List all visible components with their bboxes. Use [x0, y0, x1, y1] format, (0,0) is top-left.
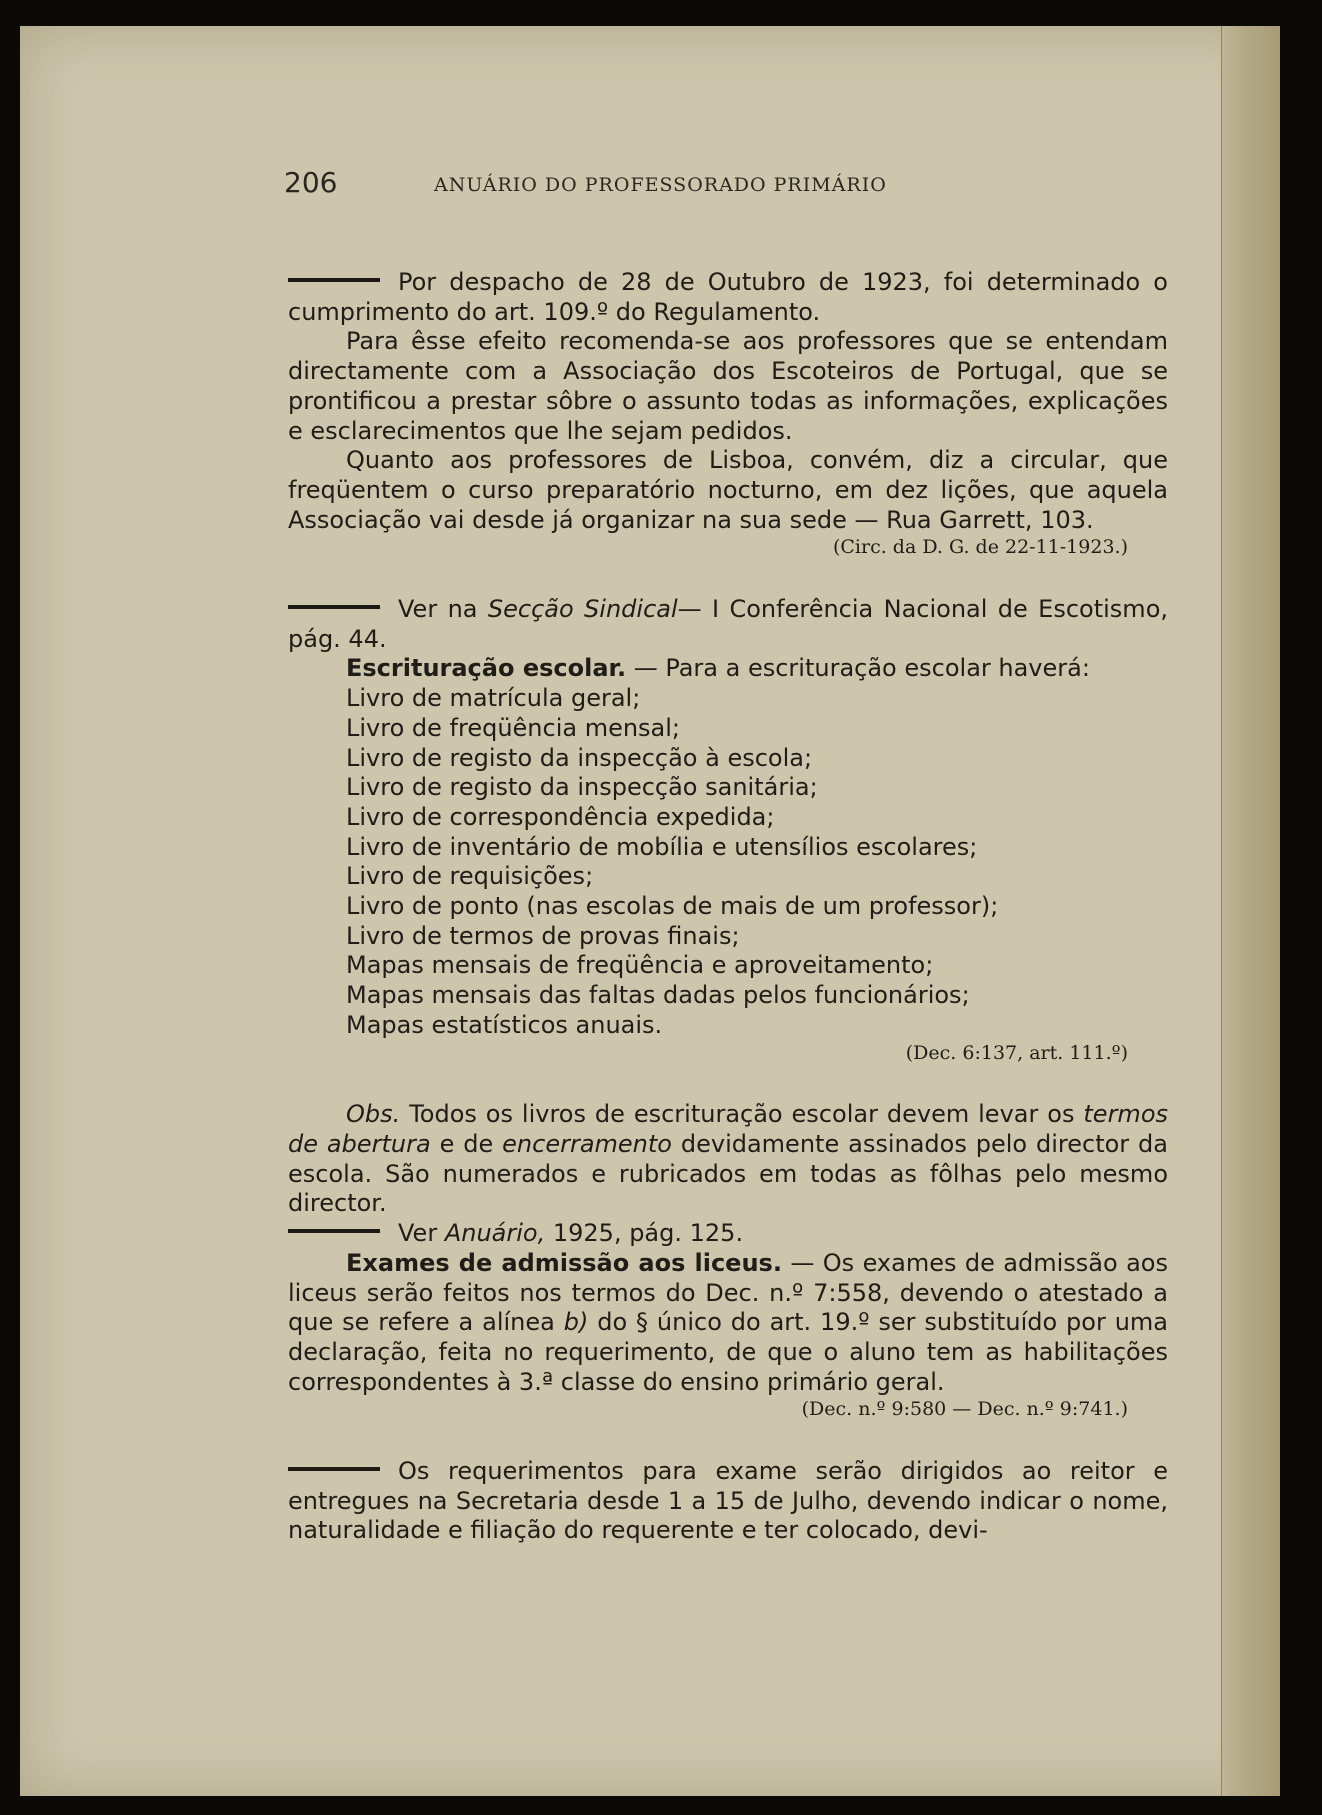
section-heading: Exames de admissão aos liceus.: [346, 1248, 782, 1277]
list-item: Mapas mensais de freqüência e aproveitamento;: [346, 951, 934, 980]
spacer: [288, 1068, 1168, 1100]
page-header: [284, 166, 984, 199]
list-item: Livro de termos de provas finais;: [346, 921, 740, 950]
em-rule: [288, 278, 380, 282]
section-heading: Escrituração escolar.: [346, 654, 627, 683]
spacer: [288, 563, 1168, 595]
obs-label: Obs.: [346, 1100, 401, 1129]
em-rule: [288, 605, 380, 609]
page-number: 206: [284, 166, 338, 199]
list-item: Livro de ponto (nas escolas de mais de um professor);: [346, 892, 999, 921]
list-item: Livro de requisições;: [346, 862, 594, 891]
paragraph-lisboa: Quanto aos professores de Lisboa, convém, diz a circular, que freqüentem o curso preparatório nocturno, em dez lições, que aquela Associação vai desde já organizar na sua sede — Rua Garrett, 103.: [288, 446, 1168, 534]
paragraph-exames: Exames de admissão aos liceus. — Os exames de admissão aos liceus serão feitos nos termos do Dec. n.º 7:558, devendo o atestado a que se refere a alínea b) do § único do art. 19.º ser substituído por uma declaração, feita no requerimento, de que o aluno tem as habilitações correspondentes à 3.ª classe do ensino primário geral.: [288, 1248, 1169, 1396]
list-item: Mapas mensais das faltas dadas pelos funcionários;: [346, 981, 970, 1010]
em-rule: [288, 1467, 380, 1471]
list-item: Livro de matrícula geral;: [346, 684, 641, 713]
book-page: [20, 26, 1280, 1796]
spacer: [288, 1425, 1168, 1457]
list-item: Livro de freqüência mensal;: [346, 713, 681, 742]
paragraph-requerimentos: Os requerimentos para exame serão dirigidos ao reitor e entregues na Secretaria desde 1 a 15 de Julho, devendo indicar o nome, naturalidade e filiação do requerente e ter colocado, devi-: [288, 1457, 1168, 1545]
list-item: Livro de correspondência expedida;: [346, 802, 775, 831]
paragraph-ver-anuario: Ver Anuário, 1925, pág. 125.: [288, 1219, 1168, 1249]
list-item: Mapas estatísticos anuais.: [346, 1010, 663, 1039]
list-item: Livro de inventário de mobília e utensílios escolares;: [346, 832, 978, 861]
paragraph-escrituracao: Escrituração escolar. — Para a escrituração escolar haverá:: [346, 654, 1090, 683]
page-body: [288, 268, 1168, 1546]
citation-dec-6137: (Dec. 6:137, art. 111.º): [905, 1041, 1128, 1064]
em-rule: [288, 1229, 380, 1233]
citation-circ: (Circ. da D. G. de 22-11-1923.): [832, 536, 1128, 559]
running-head: ANUÁRIO DO PROFESSORADO PRIMÁRIO: [434, 174, 887, 196]
paragraph-efeito: Para êsse efeito recomenda-se aos professores que se entendam directamente com a Associação dos Escoteiros de Portugal, que se prontificou a prestar sôbre o assunto todas as informações, explicações e esclarecimentos que lhe sejam pedidos.: [288, 327, 1168, 445]
page-edge: [1221, 26, 1280, 1796]
paragraph-obs: Obs. Todos os livros de escrituração escolar devem levar os termos de abertura e de encerramento devidamente assinados pelo director da escola. São numerados e rubricados em todas as fôlhas pelo mesmo director.: [288, 1100, 1168, 1218]
list-item: Livro de registo da inspecção à escola;: [346, 743, 813, 772]
paragraph-despacho: Por despacho de 28 de Outubro de 1923, foi determinado o cumprimento do art. 109.º do Regulamento.: [288, 268, 1168, 326]
citation-dec-9580: (Dec. n.º 9:580 — Dec. n.º 9:741.): [801, 1398, 1128, 1421]
escrituracao-list: [288, 684, 1168, 1040]
paragraph-seccao-sindical: Ver na Secção Sindical— I Conferência Nacional de Escotismo, pág. 44.: [288, 595, 1168, 653]
list-item: Livro de registo da inspecção sanitária;: [346, 773, 818, 802]
